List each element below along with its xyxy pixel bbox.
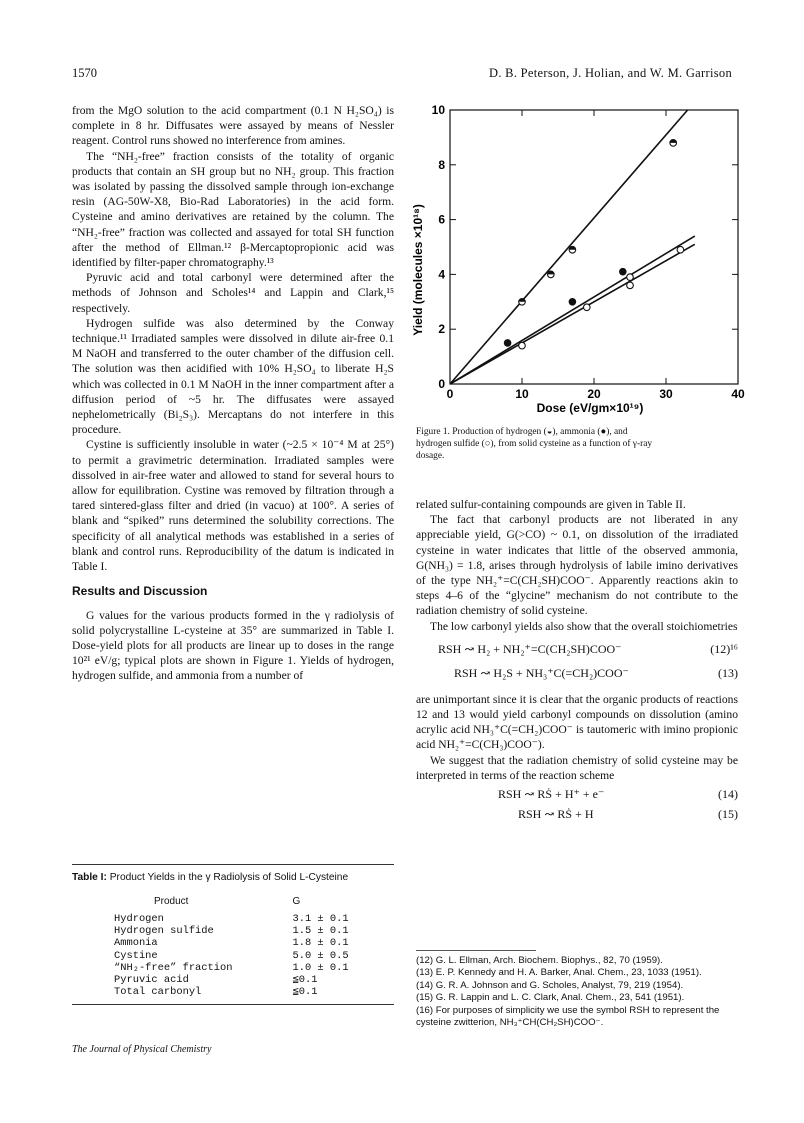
table-caption xyxy=(72,871,394,884)
equation-12 xyxy=(416,642,738,662)
data-point-ammonia xyxy=(620,268,627,275)
equation-number: (15) xyxy=(718,807,738,822)
series-line xyxy=(450,236,695,384)
reference-item: (14) G. R. A. Johnson and G. Scholes, Analyst, 79, 219 (1954). xyxy=(416,979,684,991)
x-tick-label: 10 xyxy=(515,387,529,401)
table-cell-product: Hydrogen xyxy=(114,913,164,925)
y-axis-label: Yield (molecules ×10¹⁸) xyxy=(411,204,425,336)
data-point-hydrogen xyxy=(548,271,555,278)
table-cell-product: Pyruvic acid xyxy=(114,974,189,987)
running-head-authors: D. B. Peterson, J. Holian, and W. M. Garrison xyxy=(489,66,732,80)
equation-text: RSH ↝ H₂ + NH₂⁺=C(CH₂SH)COO⁻ xyxy=(438,641,622,656)
page-number: 1570 xyxy=(72,66,97,80)
references xyxy=(416,950,746,1029)
table-cell-g: 5.0 ± 0.5 xyxy=(292,949,349,962)
page-header xyxy=(72,66,732,84)
table-cell-g: 1.8 ± 0.1 xyxy=(292,937,349,950)
table-cell-product: Total carbonyl xyxy=(114,986,202,999)
table-row xyxy=(114,937,349,949)
paragraph: Hydrogen sulfide was also determined by the Conway technique.¹¹ Irradiated samples were dissolved in dilute air-free 0.1 M NaOH and transferred to the outer chamber of the diffusion cell. The solution was then acidified with 10% H₂SO₄ to liberate H₂S which was collected in 0.1 M NaOH in the inner compartment after a diffusion period of ~5 hr. The diffusates were assayed nephelometrically (Bi₂S₃). Mercaptans do not interfere in this procedure. xyxy=(72,316,394,437)
table-caption-text: Product Yields in the γ Radiolysis of Solid L-Cysteine xyxy=(109,872,349,883)
table-row xyxy=(114,913,349,925)
references-rule xyxy=(416,950,536,951)
data-point-hydrogen xyxy=(519,299,526,306)
data-point-ammonia xyxy=(504,340,511,347)
equation-text: RSH ↝ H₂S + NH₃⁺C(=CH₂)COO⁻ xyxy=(454,665,629,680)
table-cell-g: 1.0 ± 0.1 xyxy=(292,961,349,974)
section-heading: Results and Discussion xyxy=(72,584,208,599)
data-point-hydrogen-sulfide xyxy=(677,246,684,253)
right-column xyxy=(416,497,738,827)
paragraph: related sulfur-containing compounds are given in Table II. xyxy=(416,498,686,511)
reference-item: (12) G. L. Ellman, Arch. Biochem. Biophys., 82, 70 (1959). xyxy=(416,955,663,966)
data-point-hydrogen-sulfide xyxy=(627,282,634,289)
table-header-product: Product xyxy=(154,896,189,907)
y-tick-label: 0 xyxy=(438,377,445,391)
y-tick-label: 8 xyxy=(438,157,445,172)
table-caption-label: Table I: xyxy=(72,872,107,883)
paragraph: are unimportant since it is clear that the organic products of reactions 12 and 13 would yield carbonyl compounds on dissolution (amino acrylic acid NH₃⁺C(=CH₂)COO⁻ is tautomeric with imino propionic acid NH₂⁺=C(CH₃)COO⁻). xyxy=(416,692,738,752)
left-column xyxy=(72,103,394,684)
x-axis-label: Dose (eV/gm×10¹⁹) xyxy=(536,401,644,415)
table-cell-g: 3.1 ± 0.1 xyxy=(292,913,349,925)
reference-item: (16) For purposes of simplicity we use the symbol RSH to represent the cysteine zwitterion, NH₃⁺CH(CH₂SH)COO⁻. xyxy=(416,1004,720,1029)
table-body xyxy=(114,896,349,998)
paragraph: The “NH₂-free” fraction consists of the totality of organic products that contain an SH group but no NH₂ group. This fraction was isolated by passing the dissolved sample through ion-exchange resin (AG-50W-X8, Bio-Rad Laboratories) in the acid form. Cysteine and amino derivatives are retained by the column. The “NH₂-free” fraction was collected and assayed for total SH function after the method of Ellman.¹² β-Mercaptopropionic acid was identified by filter-paper chromatography.¹³ xyxy=(72,149,394,270)
table-cell-g: 1.5 ± 0.1 xyxy=(292,925,349,938)
plot-frame xyxy=(450,110,738,384)
equation-15 xyxy=(416,807,738,827)
equation-text: RSH ↝ RṠ + H⁺ + e⁻ xyxy=(498,787,605,802)
x-tick-label: 20 xyxy=(587,387,601,401)
equation-number: (13) xyxy=(718,665,738,680)
table-cell-product: Cystine xyxy=(114,949,158,962)
figure-caption: Figure 1. Production of hydrogen (◒), ammonia (●), and hydrogen sulfide (○), from solid cysteine as a function of γ-ray dosage. xyxy=(416,427,653,462)
data-point-hydrogen xyxy=(670,140,677,147)
x-tick-label: 0 xyxy=(446,387,454,401)
table-cell-g: ≦0.1 xyxy=(292,986,318,999)
table-row xyxy=(114,974,349,986)
data-point-hydrogen-sulfide xyxy=(627,274,634,281)
data-point-hydrogen xyxy=(569,246,576,253)
figure-1-chart xyxy=(404,104,754,422)
paragraph: from the MgO solution to the acid compartment (0.1 N H₂SO₄) is complete in 8 hr. Diffusates were assayed by means of Nessler reagent. Control runs showed no interference from amines. xyxy=(72,104,394,148)
reference-item: (13) E. P. Kennedy and H. A. Barker, Anal. Chem., 23, 1033 (1951). xyxy=(416,967,702,979)
series-line xyxy=(450,110,688,384)
x-tick-label: 40 xyxy=(731,387,745,401)
y-tick-label: 6 xyxy=(438,212,445,227)
y-tick-label: 10 xyxy=(431,104,445,117)
x-tick-label: 30 xyxy=(659,387,673,401)
table-row xyxy=(114,925,349,937)
data-point-hydrogen-sulfide xyxy=(584,304,591,311)
table-header-g: G xyxy=(292,896,301,907)
paragraph: The low carbonyl yields also show that the overall stoichiometries xyxy=(430,619,738,633)
table-top-rule xyxy=(72,864,394,865)
table-1 xyxy=(72,864,394,1005)
data-point-hydrogen-sulfide xyxy=(519,342,526,349)
series-line xyxy=(450,244,695,384)
table-row xyxy=(114,962,349,974)
paragraph: Cystine is sufficiently insoluble in water (~2.5 × 10⁻⁴ M at 25°) to permit a gravimetric determination. Irradiated samples were dissolved in air-free water and allowed to stand for several hours to allow for equilibration. Cystine was removed by filtration through a tared sintered-glass filter and dried (in vacuo) at 100°. A series of blank and “spiked” runs determined the solubility corrections. The specificity of all analytical methods was established in a series of blank and control runs. Reproducibility of the datum is indicated in Table I. xyxy=(72,438,394,574)
y-tick-label: 4 xyxy=(438,267,445,282)
data-point-ammonia xyxy=(569,299,576,306)
paragraph: We suggest that the radiation chemistry of solid cysteine may be interpreted in terms of the reaction scheme xyxy=(416,753,738,782)
paragraph: The fact that carbonyl products are not liberated in any appreciable yield, G(>CO) ~ 0.1, on dissolution of the irradiated cysteine in water indicates that little of the observed ammonia, G(NH₃) = 1.8, arises through hydrolysis of labile imino derivatives of the type NH₂⁺=C(CH₂SH)COO⁻. Apparently reactions akin to steps 4–6 of the “glycine” mechanism do not contribute to the radiation chemistry of solid cysteine. xyxy=(416,513,738,618)
paragraph: Pyruvic acid and total carbonyl were determined after the methods of Johnson and Scholes¹⁴ and Lappin and Clark,¹⁵ respectively. xyxy=(72,271,394,315)
table-row xyxy=(114,986,349,998)
reference-item: (15) G. R. Lappin and L. C. Clark, Anal. Chem., 23, 541 (1951). xyxy=(416,992,685,1004)
equation-number: (14) xyxy=(718,787,738,802)
equation-text: RSH ↝ RṠ + H xyxy=(518,807,594,822)
y-tick-label: 2 xyxy=(438,322,445,337)
table-row xyxy=(114,950,349,962)
equation-13 xyxy=(416,666,738,686)
equation-number: (12)¹⁶ xyxy=(710,641,738,656)
table-cell-g: ≦0.1 xyxy=(292,974,318,987)
equation-14 xyxy=(416,787,738,807)
table-cell-product: Ammonia xyxy=(114,937,158,950)
paragraph: G values for the various products formed in the γ radiolysis of solid polycrystalline L-cysteine at 35° are summarized in Table I. Dose-yield plots for all products are linear up to doses in the range 10²¹ eV/g; typical plots are shown in Figure 1. Yields of hydrogen, hydrogen sulfide, and ammonia from a number of xyxy=(72,608,394,683)
table-bottom-rule xyxy=(72,1004,394,1005)
journal-footer: The Journal of Physical Chemistry xyxy=(72,1044,212,1055)
table-cell-product: “NH₂-free” fraction xyxy=(114,961,233,974)
table-cell-product: Hydrogen sulfide xyxy=(114,925,214,938)
